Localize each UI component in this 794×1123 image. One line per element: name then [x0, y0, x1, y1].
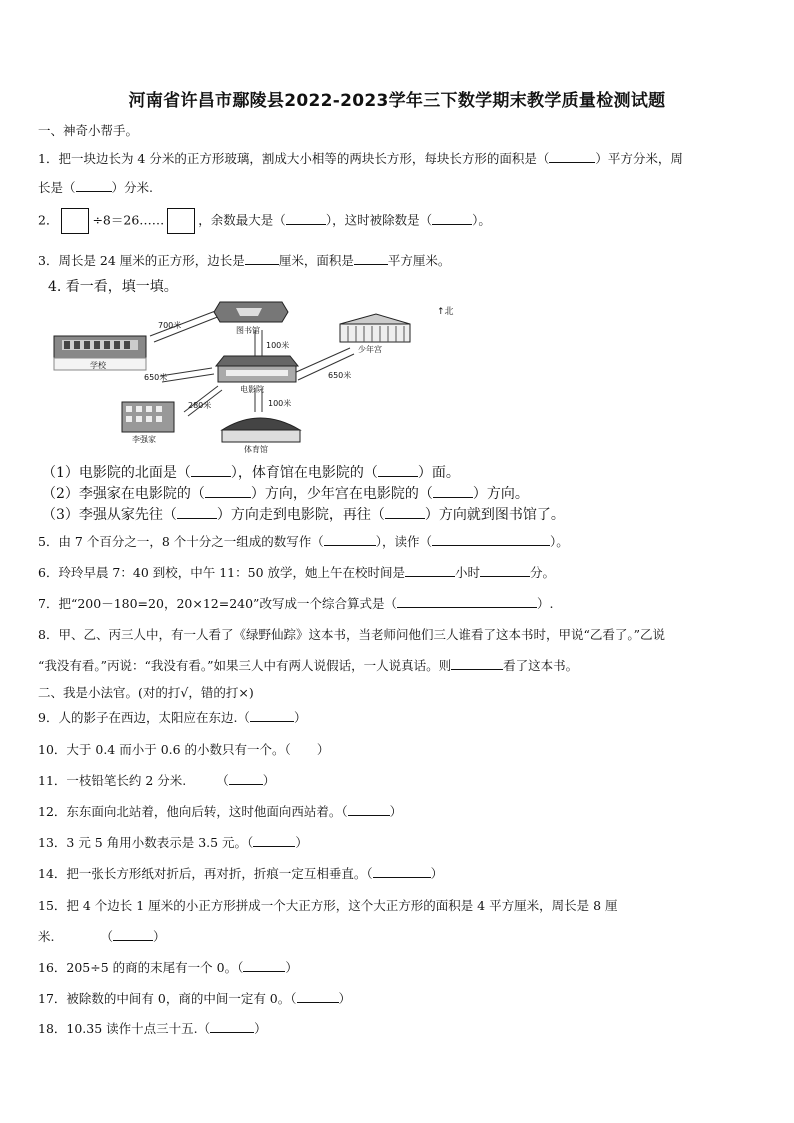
answer-blank[interactable]: [297, 990, 339, 1003]
question-8-cont: “我没有看。”丙说：“我没有看。”如果三人中有两人说假话，一人说真话。则 看了这本书。: [38, 658, 579, 673]
question-9: 9．人的影子在西边，太阳应在东边.（ ）: [38, 710, 307, 725]
youth-palace-building: [340, 314, 410, 342]
answer-blank[interactable]: [210, 1020, 254, 1033]
question-8: 8．甲、乙、丙三人中，有一人看了《绿野仙踪》这本书，当老师问他们三人谁看了这本书时，甲说“乙看了。”乙说: [38, 627, 665, 642]
question-5: 5．由 7 个百分之一，8 个十分之一组成的数写作（ ），读作（ ）。: [38, 534, 569, 549]
answer-blank[interactable]: [286, 212, 326, 225]
question-6: 6．玲玲早晨 7：40 到校，中午 11：50 放学，她上午在校时间是 小时 分。: [38, 565, 556, 580]
question-15: 15．把 4 个边长 1 厘米的小正方形拼成一个大正方形，这个大正方形的面积是 4 平方厘米，周长是 8 厘: [38, 898, 618, 913]
answer-blank[interactable]: [191, 464, 231, 477]
page-title: 河南省许昌市鄢陵县2022-2023学年三下数学期末教学质量检测试题: [128, 91, 666, 111]
question-16: 16．205÷5 的商的末尾有一个 0。（ ）: [38, 960, 298, 975]
library-building: [214, 302, 288, 322]
school-label: 学校: [90, 361, 106, 370]
answer-blank[interactable]: [243, 959, 285, 972]
question-1: 1．把一块边长为 4 分米的正方形玻璃，割成大小相等的两块长方形，每块长方形的面积是（ ）平方分米，周: [38, 151, 683, 166]
answer-blank[interactable]: [432, 533, 550, 546]
answer-blank[interactable]: [250, 709, 294, 722]
distance-label: 100米: [266, 341, 290, 350]
answer-blank[interactable]: [253, 834, 295, 847]
stadium-building: [222, 418, 300, 442]
question-2: 2． ÷8＝26…… ，余数最大是（ ），这时被除数是（ ）。: [38, 208, 491, 234]
north-arrow-icon: ↑: [437, 307, 445, 317]
answer-blank[interactable]: [113, 928, 153, 941]
question-11: 11．一枝铅笔长约 2 分米. （ ）: [38, 773, 276, 788]
stadium-label: 体育馆: [244, 445, 268, 454]
north-indicator: ↑北: [437, 307, 454, 317]
answer-blank[interactable]: [385, 506, 425, 519]
answer-blank[interactable]: [205, 485, 251, 498]
cinema-label: 电影院: [240, 385, 264, 394]
answer-blank[interactable]: [177, 506, 217, 519]
answer-blank[interactable]: [324, 533, 376, 546]
distance-label: 280米: [188, 401, 212, 410]
section-2-heading: 二、我是小法官。(对的打√，错的打×): [38, 685, 254, 700]
answer-blank[interactable]: [348, 803, 390, 816]
answer-blank[interactable]: [549, 150, 595, 163]
answer-blank[interactable]: [245, 252, 279, 265]
question-3: 3．周长是 24 厘米的正方形，边长是 厘米，面积是 平方厘米。: [38, 253, 451, 268]
dividend-box[interactable]: [61, 208, 89, 234]
answer-blank[interactable]: [451, 657, 503, 670]
distance-label: 650米: [328, 371, 352, 380]
question-4: 4. 看一看，填一填。: [48, 279, 178, 295]
answer-blank[interactable]: [405, 564, 455, 577]
answer-blank[interactable]: [229, 772, 263, 785]
map-drawing: [50, 298, 470, 456]
direction-map: [50, 298, 470, 456]
question-4-1: （1）电影院的北面是（ ），体育馆在电影院的（ ）面。: [42, 465, 460, 481]
answer-blank[interactable]: [373, 865, 431, 878]
home-building: [122, 402, 174, 432]
question-4-3: （3）李强从家先往（ ）方向走到电影院，再往（ ）方向就到图书馆了。: [42, 507, 565, 523]
distance-label: 700米: [158, 321, 182, 330]
youth-palace-label: 少年宫: [358, 345, 382, 354]
answer-blank[interactable]: [433, 485, 473, 498]
question-4-2: （2）李强家在电影院的（ ）方向，少年宫在电影院的（ ）方向。: [42, 486, 529, 502]
question-7: 7．把“200－180=20，20×12=240”改写成一个综合算式是（ ）.: [38, 596, 554, 611]
section-1-heading: 一、神奇小帮手。: [38, 123, 139, 138]
answer-blank[interactable]: [397, 595, 537, 608]
distance-label: 650米: [144, 373, 168, 382]
question-15-cont: 米. （ ）: [38, 929, 166, 944]
question-12: 12．东东面向北站着，他向后转，这时他面向西站着。（ ）: [38, 804, 403, 819]
answer-blank[interactable]: [480, 564, 530, 577]
answer-blank[interactable]: [76, 179, 112, 192]
home-label: 李强家: [132, 435, 156, 444]
cinema-building: [216, 356, 298, 382]
question-17: 17．被除数的中间有 0，商的中间一定有 0。（ ）: [38, 991, 352, 1006]
answer-blank[interactable]: [378, 464, 418, 477]
answer-blank[interactable]: [432, 212, 472, 225]
question-18: 18．10.35 读作十点三十五.（ ）: [38, 1021, 267, 1036]
answer-blank[interactable]: [354, 252, 388, 265]
library-label: 图书馆: [236, 326, 260, 335]
question-14: 14．把一张长方形纸对折后，再对折，折痕一定互相垂直。（ ）: [38, 866, 444, 881]
question-1-cont: 长是（ ）分米.: [38, 180, 153, 195]
distance-label: 100米: [268, 399, 292, 408]
question-13: 13．3 元 5 角用小数表示是 3.5 元。（ ）: [38, 835, 308, 850]
remainder-box[interactable]: [167, 208, 195, 234]
question-10: 10．大于 0.4 而小于 0.6 的小数只有一个。（ ）: [38, 742, 330, 757]
